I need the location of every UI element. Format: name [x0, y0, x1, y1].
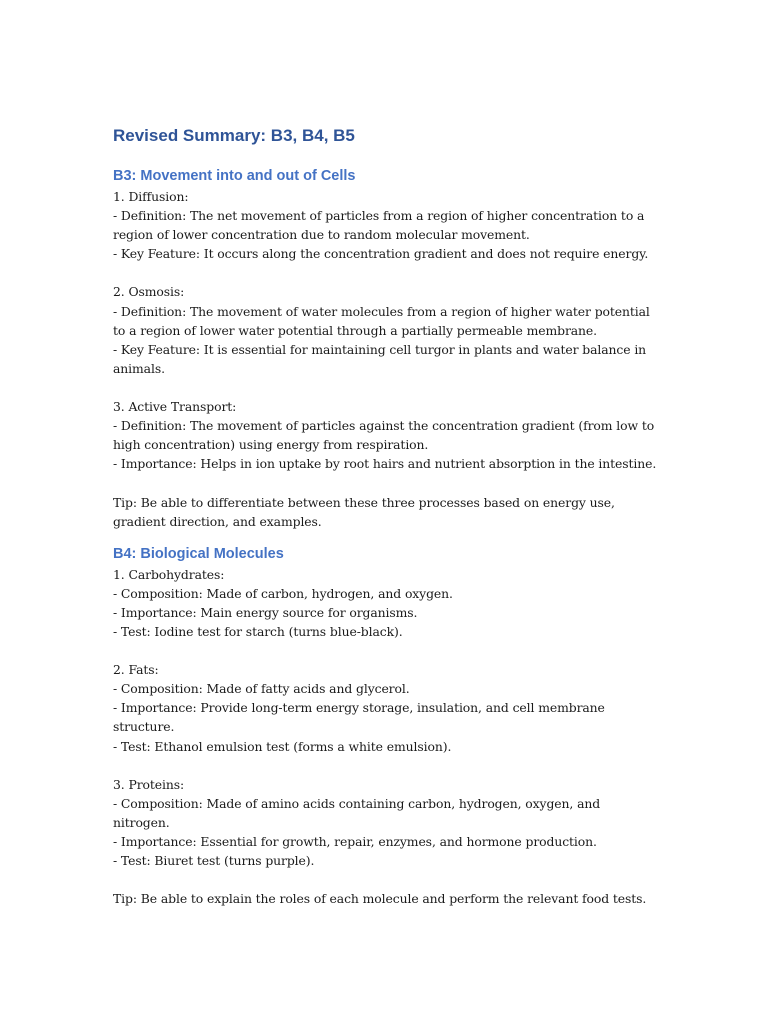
- document-title: Revised Summary: B3, B4, B5: [113, 126, 355, 145]
- section-heading-b3: B3: Movement into and out of Cells: [113, 168, 356, 184]
- item-key-feature: - Key Feature: It is essential for maintaining cell turgor in plants and water balance in animals.: [113, 341, 647, 376]
- item-composition: - Composition: Made of fatty acids and glycerol.: [113, 681, 410, 697]
- section-heading-b4: B4: Biological Molecules: [113, 545, 284, 562]
- item-title: 1. Diffusion:: [113, 189, 189, 204]
- item-importance: - Importance: Main energy source for organisms.: [113, 604, 418, 620]
- item-importance: - Importance: Provide long-term energy storage, insulation, and cell membrane structure.: [113, 700, 605, 735]
- item-title: 2. Fats:: [113, 662, 159, 678]
- tip-text: Tip: Be able to explain the roles of each molecule and perform the relevant food tests.: [113, 891, 647, 907]
- blank-line: [113, 870, 658, 889]
- item-importance: - Importance: Essential for growth, repair, enzymes, and hormone production.: [113, 834, 597, 849]
- document-page: [113, 124, 658, 908]
- paragraph-proteins: [113, 775, 658, 870]
- blank-line: [113, 378, 658, 397]
- item-test: - Test: Ethanol emulsion test (forms a white emulsion).: [113, 738, 452, 754]
- paragraph-fats: [113, 660, 658, 755]
- paragraph-tip-b3: [113, 493, 658, 531]
- tip-text: Tip: Be able to differentiate between these three processes based on energy use, gradient direction, and examples.: [113, 494, 615, 529]
- item-composition: - Composition: Made of carbon, hydrogen, and oxygen.: [113, 585, 453, 601]
- paragraph-diffusion: [113, 187, 658, 263]
- paragraph-tip-b4: [113, 889, 658, 908]
- blank-line: [113, 263, 658, 282]
- item-title: 3. Active Transport:: [113, 399, 237, 415]
- paragraph-osmosis: [113, 282, 658, 377]
- item-title: 3. Proteins:: [113, 776, 185, 792]
- item-definition: - Definition: The net movement of particles from a region of higher concentration to a region of lower concentration due to random molecular movement.: [113, 208, 645, 243]
- paragraph-carbohydrates: [113, 565, 658, 641]
- item-definition: - Definition: The movement of water molecules from a region of higher water potential to a region of lower water potential through a partially permeable membrane.: [113, 303, 650, 338]
- item-composition: - Composition: Made of amino acids containing carbon, hydrogen, oxygen, and nitrogen.: [113, 795, 601, 830]
- paragraph-active-transport: [113, 397, 658, 473]
- blank-line: [113, 641, 658, 660]
- item-key-feature: - Key Feature: It occurs along the concentration gradient and does not require energy.: [113, 246, 649, 262]
- item-test: - Test: Iodine test for starch (turns blue-black).: [113, 623, 403, 639]
- section-b4: [113, 543, 658, 909]
- section-b3: [113, 165, 658, 531]
- item-importance: - Importance: Helps in ion uptake by root hairs and nutrient absorption in the intestine.: [113, 456, 657, 472]
- item-title: 2. Osmosis:: [113, 284, 185, 300]
- item-definition: - Definition: The movement of particles against the concentration gradient (from low to high concentration) using energy from respiration.: [113, 418, 655, 453]
- blank-line: [113, 473, 658, 492]
- blank-line: [113, 756, 658, 775]
- item-test: - Test: Biuret test (turns purple).: [113, 853, 315, 869]
- item-title: 1. Carbohydrates:: [113, 566, 225, 582]
